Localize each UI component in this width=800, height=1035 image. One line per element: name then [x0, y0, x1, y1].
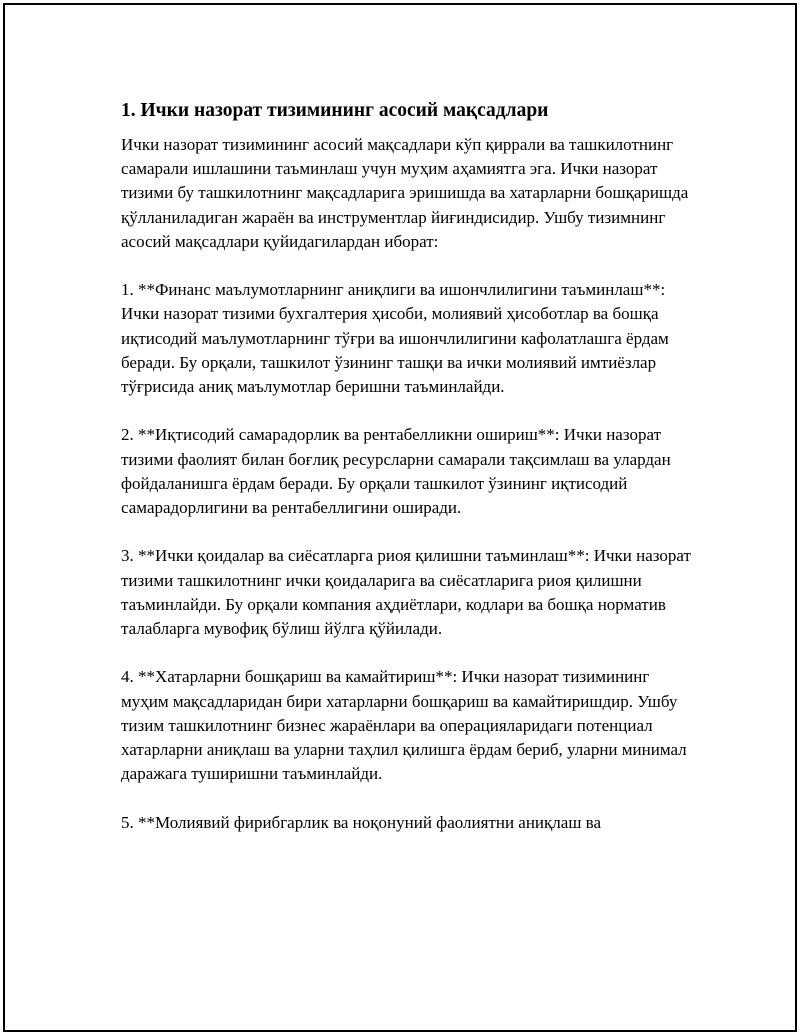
list-item-4: 4. **Хатарларни бошқариш ва камайтириш**: Ички назорат тизимининг муҳим мақсадларидан бири хатарларни бошқариш ва камайтиришдир. Ушбу тизим ташкилотнинг бизнес жараёнлари ва операцияларидаги потенциал хатарларни аниқлаш ва уларни таҳлил қилишга ёрдам бериб, уларни минимал даражага туширишни таъминлайди.	[121, 667, 687, 784]
list-item-2: 2. **Иқтисодий самарадорлик ва рентабелликни ошириш**: Ички назорат тизими фаолият билан боғлиқ ресурсларни самарали тақсимлаш ва улардан фойдаланишга ёрдам беради. Бу орқали ташкилот ўзининг иқтисодий самарадорлигини ва рентабеллигини оширади.	[121, 425, 671, 518]
list-item-1: 1. **Финанс маълумотларнинг аниқлиги ва ишончлилигини таъминлаш**: Ички назорат тизими бухгалтерия ҳисоби, молиявий ҳисоботлар ва бошқа иқтисодий маълумотларнинг тўғри ва ишончлилигини кафолатлашга ёрдам беради. Бу орқали, ташкилот ўзининг ташқи ва ички молиявий имтиёзлар тўғрисида аниқ маълумотлар беришни таъминлайди.	[121, 280, 669, 397]
section-heading: 1. Ички назорат тизимининг асосий мақсадлари	[121, 100, 549, 121]
document-body	[121, 97, 691, 859]
list-item-5: 5. **Молиявий фирибгарлик ва ноқонуний фаолиятни аниқлаш ва	[121, 812, 602, 832]
page-frame	[3, 3, 797, 1032]
intro-paragraph: Ички назорат тизимининг асосий мақсадлари кўп қиррали ва ташкилотнинг самарали ишлашини таъминлаш учун муҳим аҳамиятга эга. Ички назорат тизими бу ташкилотнинг мақсадларига эришишда ва хатарларни бошқаришда қўлланиладиган жараён ва инструментлар йиғиндисидир. Ушбу тизимнинг асосий мақсадлари қуйидагилардан иборат:	[121, 135, 689, 251]
list-item-3: 3. **Ички қоидалар ва сиёсатларга риоя қилишни таъминлаш**: Ички назорат тизими ташкилотнинг ички қоидаларига ва сиёсатларига риоя қилишни таъминлайди. Бу орқали компания аҳдиётлари, кодлари ва бошқа норматив талабларга мувофиқ бўлиш йўлга қўйилади.	[121, 546, 691, 639]
